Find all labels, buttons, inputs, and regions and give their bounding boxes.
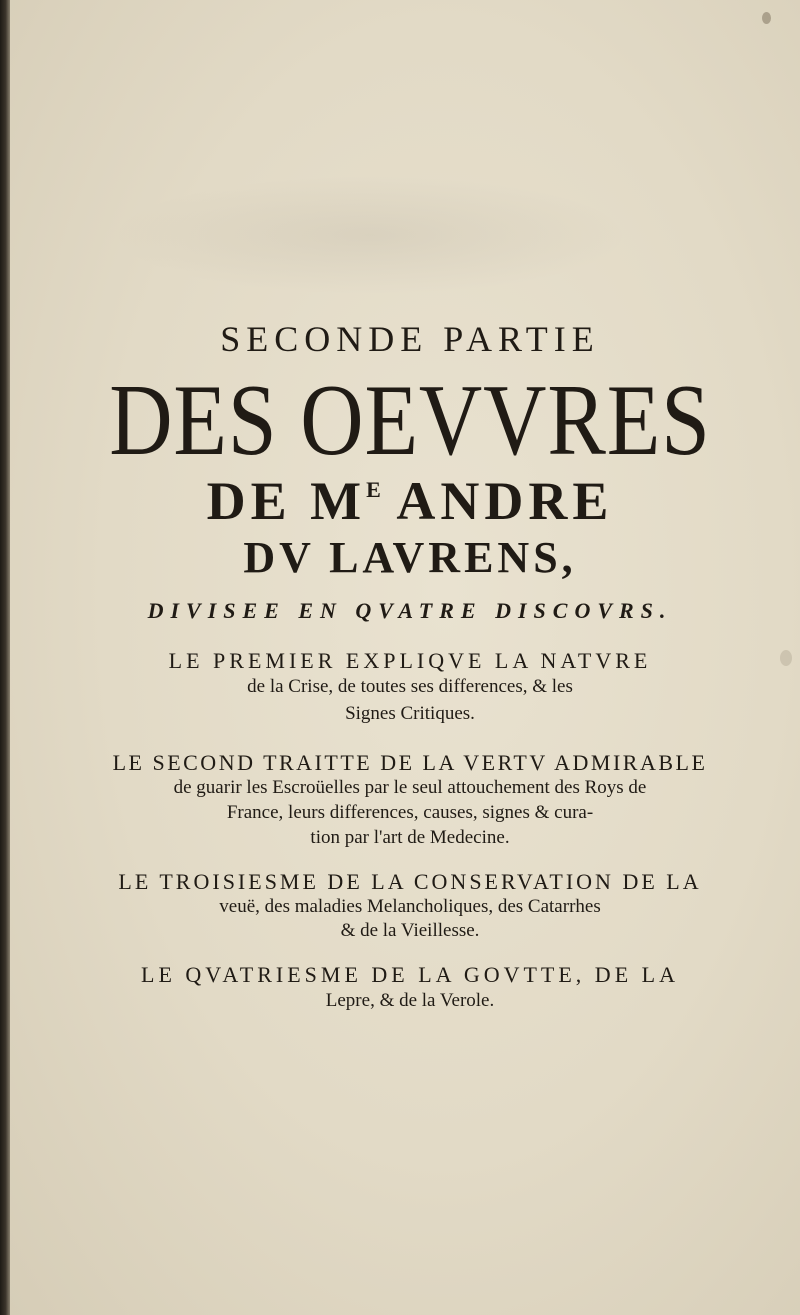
section-text-line: France, leurs differences, causes, signes & cura- [226, 802, 594, 823]
section-text-line: veuë, des maladies Melancholiques, des Catarrhes [219, 896, 601, 917]
section-text-line: tion par l'art de Medecine. [310, 827, 510, 848]
title-line-author-name [20, 470, 800, 532]
author-given-name: ANDRE [396, 471, 614, 531]
title-line-divisee: DIVISEE EN QVATRE DISCOVRS. [147, 598, 673, 623]
section-heading: LE PREMIER EXPLIQVE LA NATVRE [168, 648, 652, 673]
section-text-line: Lepre, & de la Verole. [325, 990, 495, 1011]
section-heading: LE QVATRIESME DE LA GOVTTE, DE LA [141, 962, 679, 987]
author-prefix: DE M [206, 471, 367, 531]
section-text-line: de guarir les Escroüelles par le seul attouchement des Roys de [173, 777, 647, 798]
show-through-ghost [110, 175, 630, 295]
title-line-surname: DV LAVRENS, [243, 533, 577, 582]
section-text-line: de la Crise, de toutes ses differences, & les [247, 676, 573, 697]
section-text-line: & de la Vieillesse. [340, 920, 480, 941]
section-text-line: Signes Critiques. [345, 703, 475, 724]
title-page [10, 0, 800, 1315]
foxing-spot [762, 12, 771, 24]
section-heading: LE SECOND TRAITTE DE LA VERTV ADMIRABLE [112, 750, 708, 775]
title-line-seconde-partie: SECONDE PARTIE [220, 319, 600, 359]
title-line-des-oeuvres: DES OEVVRES [109, 364, 711, 477]
author-superscript: E [366, 477, 381, 502]
section-heading: LE TROISIESME DE LA CONSERVATION DE LA [118, 869, 702, 894]
